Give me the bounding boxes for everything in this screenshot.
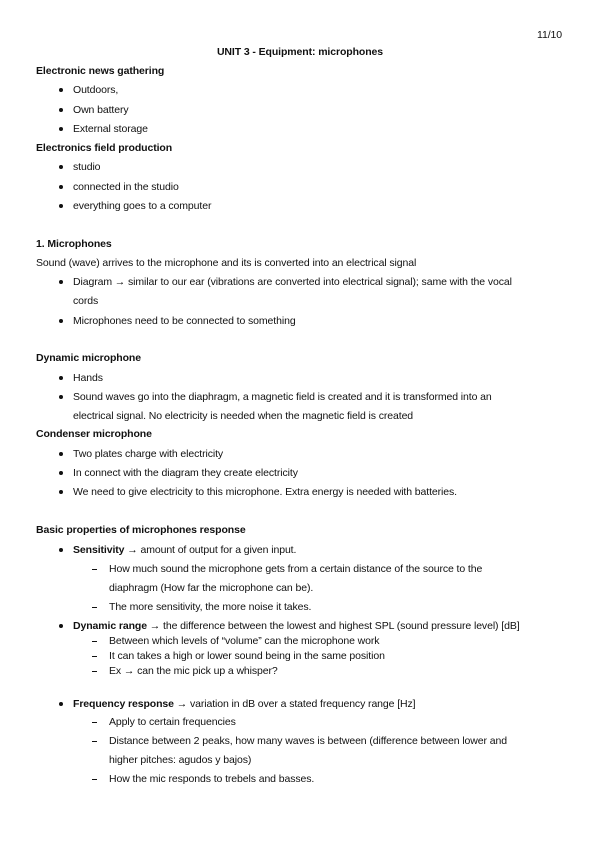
sub-item: Distance between 2 peaks, how many waves is between (difference between lower and xyxy=(109,735,507,747)
list-item: Microphones need to be connected to something xyxy=(73,315,296,327)
sub-item-continued: higher pitches: agudos y bajos) xyxy=(109,754,252,766)
list-item-continued: cords xyxy=(73,295,99,307)
bullet-icon xyxy=(59,165,63,169)
microphones-intro: Sound (wave) arrives to the microphone and its is converted into an electrical signal xyxy=(36,257,417,269)
sub-item: How much sound the microphone gets from a certain distance of the source to the xyxy=(109,563,483,575)
bullet-icon xyxy=(59,490,63,494)
list-item: Diagram → similar to our ear (vibrations are converted into electrical signal); same with the vocal xyxy=(73,276,512,288)
dash-icon xyxy=(92,607,97,608)
dynamic-range-definition: → the difference between the lowest and highest SPL (sound pressure level) [dB] xyxy=(146,620,520,632)
bullet-icon xyxy=(59,319,63,323)
bullet-icon xyxy=(59,702,63,706)
condenser-heading: Condenser microphone xyxy=(36,428,152,440)
list-item: Two plates charge with electricity xyxy=(73,448,224,460)
dash-icon xyxy=(92,641,97,642)
bullet-icon xyxy=(59,548,63,552)
dash-icon xyxy=(92,569,97,570)
sub-item-continued: diaphragm (How far the microphone can be). xyxy=(109,582,314,594)
bullet-icon xyxy=(59,471,63,475)
sensitivity-term: Sensitivity xyxy=(73,544,125,556)
bullet-icon xyxy=(59,452,63,456)
page-date: 11/10 xyxy=(537,29,562,41)
microphones-heading: 1. Microphones xyxy=(36,238,112,250)
dynamic-range-item xyxy=(73,620,520,632)
dynamic-range-term: Dynamic range xyxy=(73,620,147,632)
bullet-icon xyxy=(59,127,63,131)
eng-heading: Electronic news gathering xyxy=(36,65,165,77)
frequency-response-item xyxy=(73,698,416,710)
list-item: Hands xyxy=(73,372,103,384)
dynamic-heading: Dynamic microphone xyxy=(36,352,141,364)
sub-item: It can takes a high or lower sound being in the same position xyxy=(109,650,385,662)
bullet-icon xyxy=(59,395,63,399)
sub-item: Between which levels of “volume” can the microphone work xyxy=(109,635,380,647)
dash-icon xyxy=(92,656,97,657)
sub-item: Ex → can the mic pick up a whisper? xyxy=(109,665,278,677)
frequency-response-definition: → variation in dB over a stated frequency range [Hz] xyxy=(173,698,416,710)
list-item: everything goes to a computer xyxy=(73,200,212,212)
list-item: Outdoors, xyxy=(73,84,119,96)
bullet-icon xyxy=(59,88,63,92)
bullet-icon xyxy=(59,280,63,284)
dash-icon xyxy=(92,741,97,742)
basic-properties-heading: Basic properties of microphones response xyxy=(36,524,246,536)
bullet-icon xyxy=(59,204,63,208)
bullet-icon xyxy=(59,108,63,112)
sub-item: Apply to certain frequencies xyxy=(109,716,236,728)
list-item: studio xyxy=(73,161,101,173)
sub-item: How the mic responds to trebels and basses. xyxy=(109,773,315,785)
list-item: Sound waves go into the diaphragm, a magnetic field is created and it is transformed into an xyxy=(73,391,492,403)
sensitivity-definition: → amount of output for a given input. xyxy=(124,544,297,556)
frequency-response-term: Frequency response xyxy=(73,698,174,710)
dash-icon xyxy=(92,779,97,780)
sub-item: The more sensitivity, the more noise it takes. xyxy=(109,601,312,613)
dash-icon xyxy=(92,671,97,672)
list-item-continued: electrical signal. No electricity is needed when the magnetic field is created xyxy=(73,410,414,422)
efp-heading: Electronics field production xyxy=(36,142,173,154)
page-title: UNIT 3 - Equipment: microphones xyxy=(216,46,384,58)
sensitivity-item xyxy=(73,544,296,556)
bullet-icon xyxy=(59,624,63,628)
list-item: We need to give electricity to this microphone. Extra energy is needed with batteries. xyxy=(73,486,457,498)
bullet-icon xyxy=(59,376,63,380)
list-item: In connect with the diagram they create electricity xyxy=(73,467,298,479)
list-item: External storage xyxy=(73,123,148,135)
list-item: Own battery xyxy=(73,104,129,116)
bullet-icon xyxy=(59,185,63,189)
list-item: connected in the studio xyxy=(73,181,179,193)
dash-icon xyxy=(92,722,97,723)
